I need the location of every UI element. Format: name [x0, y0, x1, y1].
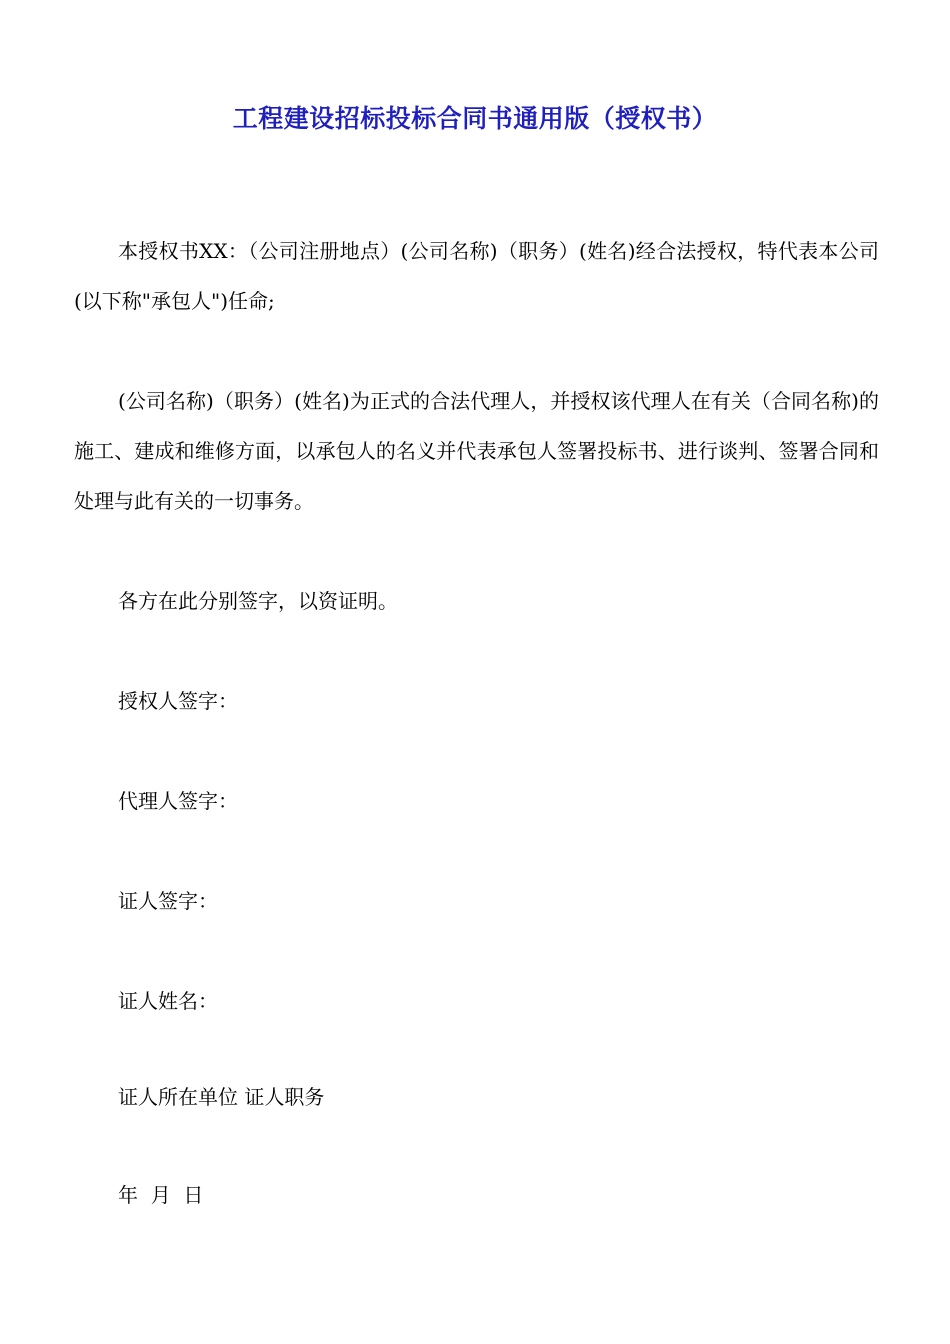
agent-scope-paragraph: (公司名称)（职务）(姓名)为正式的合法代理人，并授权该代理人在有关（合同名称)的施工、建成和维修方面，以承包人的名义并代表承包人签署投标书、进行谈判、签署合同和处理与此有关的一切事务。 — [74, 389, 879, 513]
witness-name-label: 证人姓名： — [118, 989, 218, 1013]
agent-signature-label: 代理人签字： — [118, 789, 238, 813]
witness-signature-label: 证人签字： — [118, 889, 218, 913]
date-line: 年 月 日 — [118, 1183, 204, 1207]
page-title: 工程建设招标投标合同书通用版（授权书） — [232, 103, 718, 133]
witness-unit-position-label: 证人所在单位 证人职务 — [118, 1085, 325, 1109]
authorizer-signature-label: 授权人签字： — [118, 689, 238, 713]
witness-statement: 各方在此分别签字，以资证明。 — [118, 589, 398, 613]
authorization-paragraph: 本授权书XX：（公司注册地点）(公司名称)（职务）(姓名)经合法授权，特代表本公司(以下称"承包人")任命; — [74, 239, 879, 313]
